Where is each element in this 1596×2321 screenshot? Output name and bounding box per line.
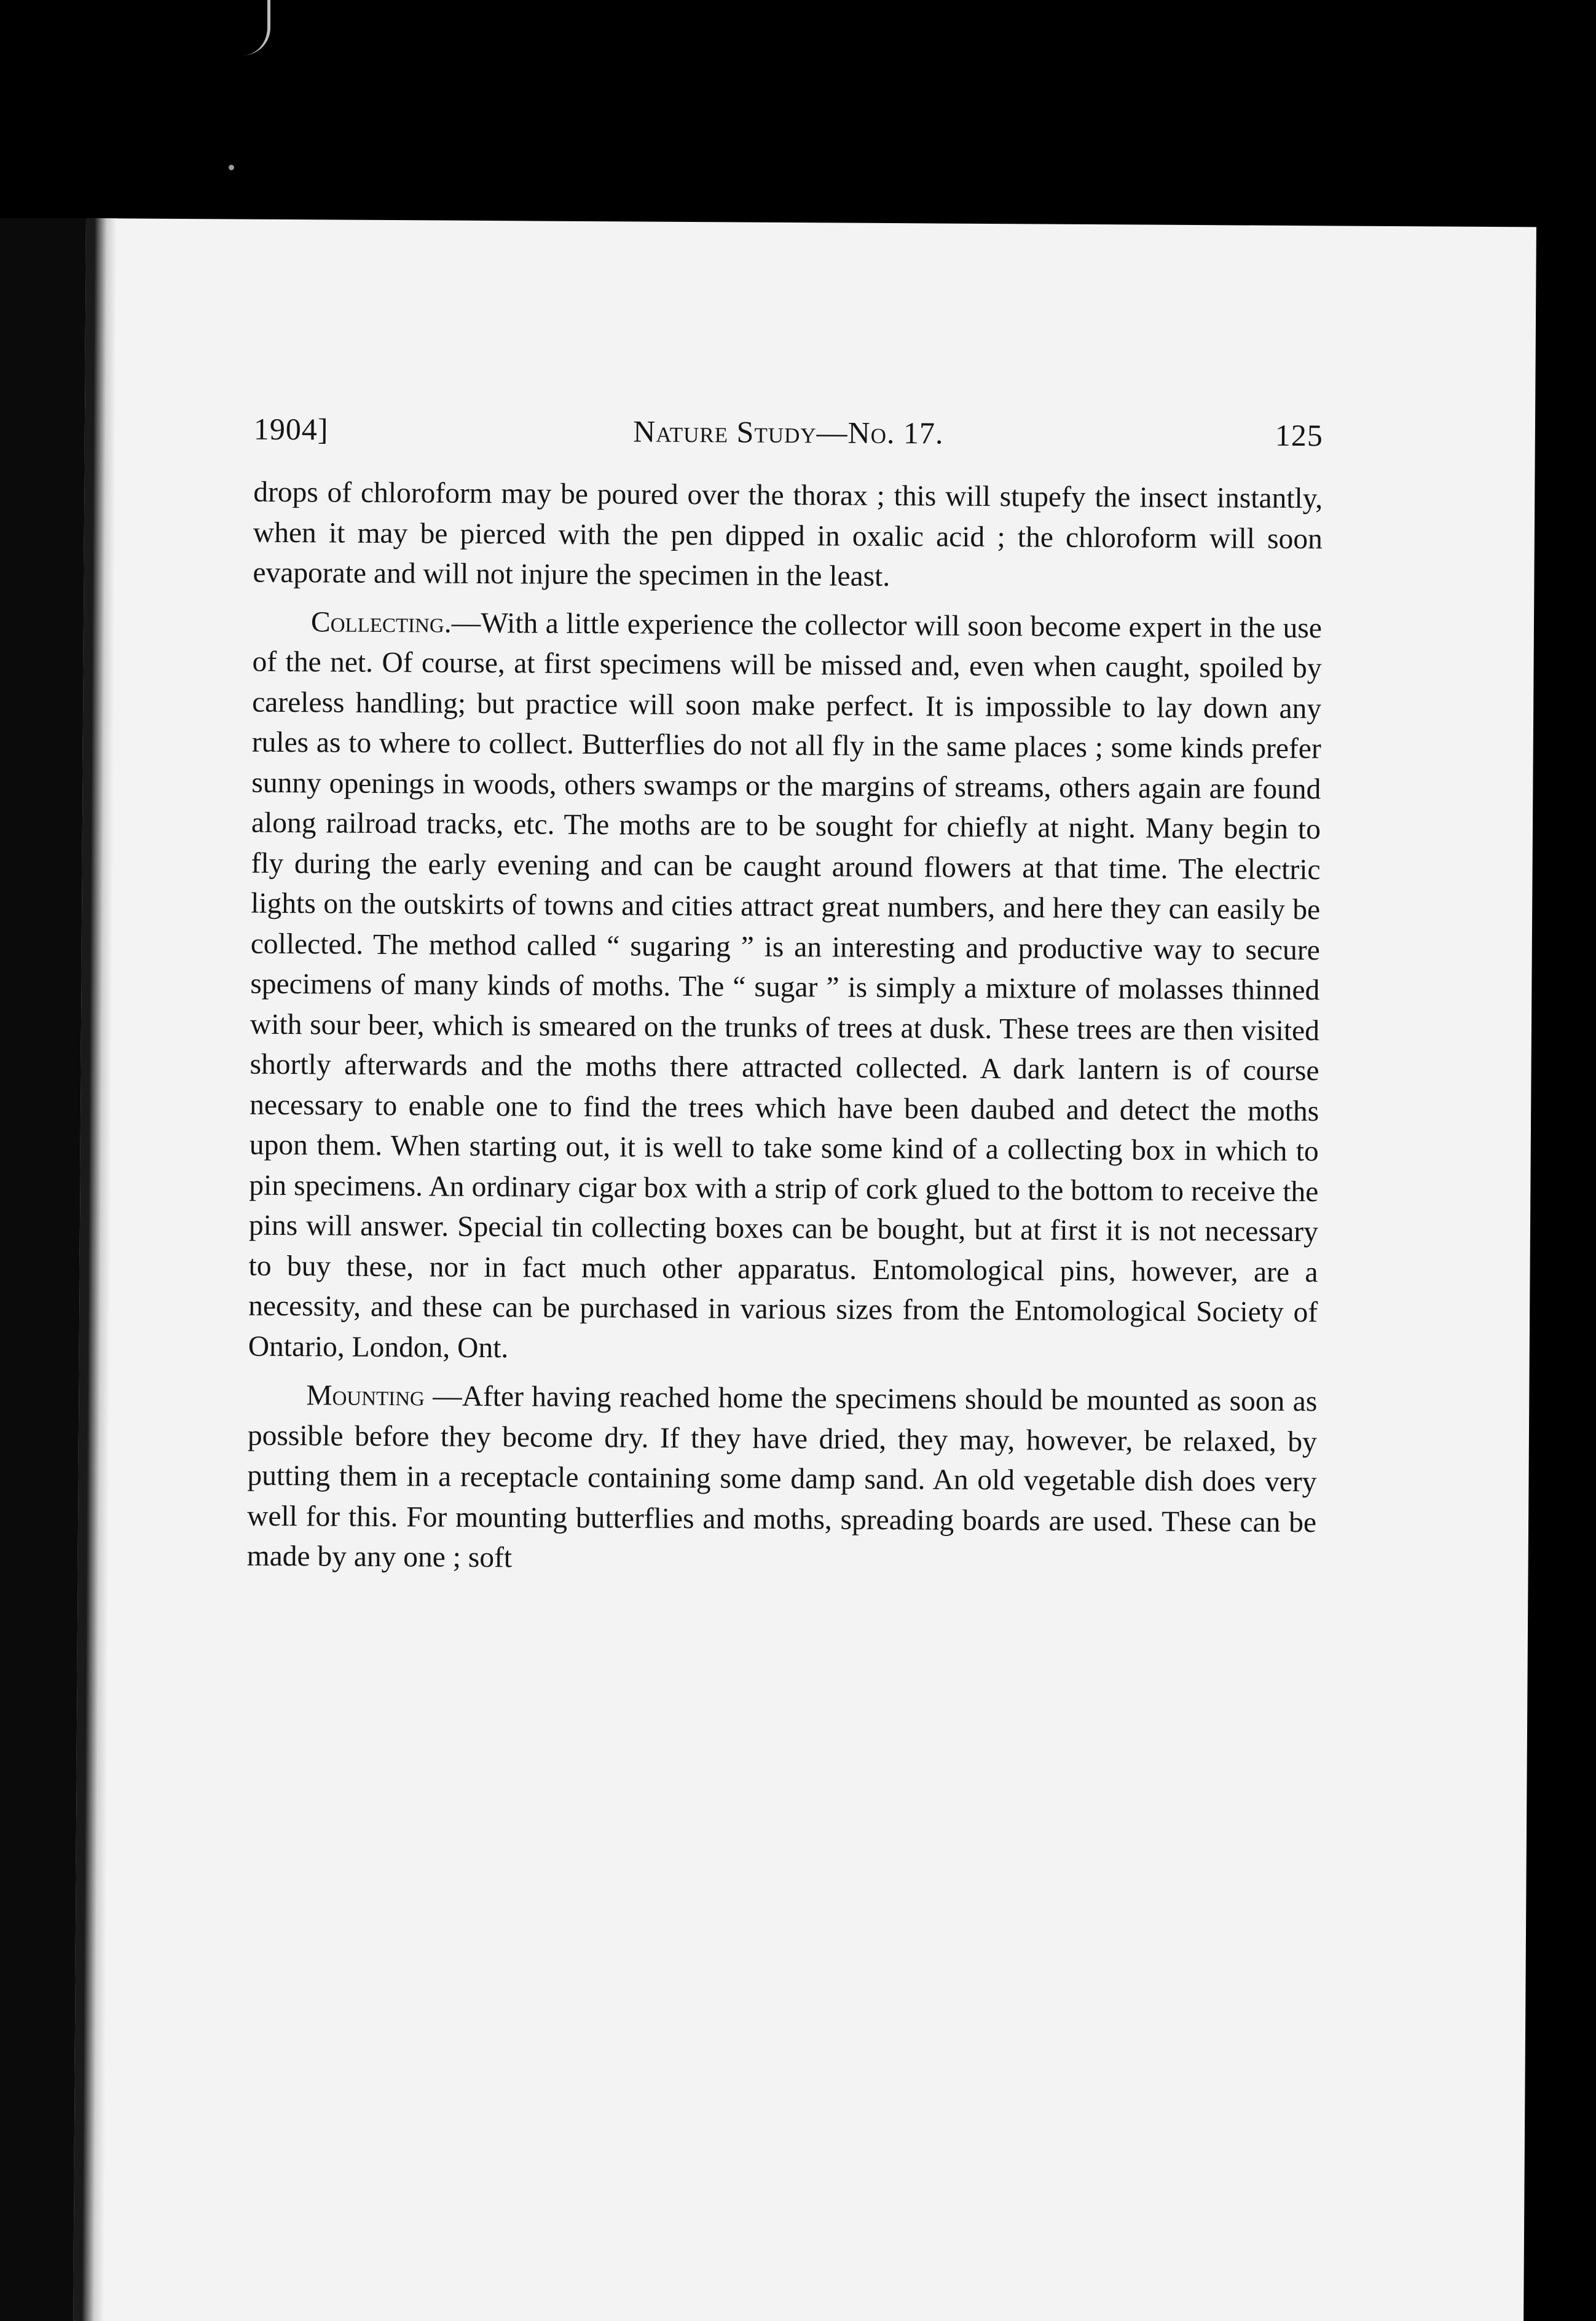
scan-artifact-mark bbox=[243, 0, 270, 55]
page-content bbox=[247, 411, 1324, 1583]
paragraph-collecting bbox=[248, 602, 1323, 1373]
running-head bbox=[253, 411, 1323, 479]
scan-dust-speck bbox=[229, 165, 234, 170]
paragraph-text: —With a little experience the collector will soon become expert in the use of the net. Of course, at first specimens will be missed and, even when caught, spoiled by careless handling; but practice will soon make perfect. It is impossible to lay down any rules as to where to collect. Butterflies do not all fly in the same places ; some kinds prefer sunny openings in woods, others swamps or the margins of streams, others again are found along railroad tracks, etc. The moths are to be sought for chiefly at night. Many begin to fly during the early evening and can be caught around flowers at that time. The electric lights on the outskirts of towns and cities attract great numbers, and here they can easily be collected. The method called “ sugaring ” is an interesting and productive way to secure specimens of many kinds of moths. The “ sugar ” is simply a mixture of molasses thinned with sour beer, which is smeared on the trunks of trees at dusk. These trees are then visited shortly afterwards and the moths there attracted collected. A dark lantern is of course necessary to enable one to find the trees which have been daubed and detect the moths upon them. When starting out, it is well to take some kind of a collecting box in which to pin specimens. An ordinary cigar box with a strip of cork glued to the bottom to receive the pins will answer. Special tin collecting boxes can be bought, but at first it is not necessary to buy these, nor in fact much other apparatus. Entomological pins, however, are a necessity, and these can be purchased in various sizes from the Entomological Society of Ontario, London, Ont. bbox=[248, 607, 1323, 1364]
book-page bbox=[73, 218, 1536, 2321]
paragraph-continuation bbox=[253, 473, 1323, 600]
paragraph-text: —After having reached home the specimens should be mounted as soon as possible before they become dry. If they have dried, they may, however, be relaxed, by putting them in a receptacle containing some damp sand. An old vegetable dish does very well for this. For mounting butterflies and moths, spreading boards are used. These can be made by any one ; soft bbox=[246, 1380, 1318, 1574]
page-number: 125 bbox=[1275, 417, 1324, 453]
running-head-year: 1904] bbox=[253, 411, 329, 447]
paragraph-text: drops of chloroform may be poured over the thorax ; this will stupefy the insect instantly, when it may be pierced with the pen dipped in oxalic acid ; the chloroform will soon evaporate and will not injure the specimen in the least. bbox=[253, 476, 1323, 593]
section-heading-collecting: Collecting. bbox=[310, 605, 452, 639]
running-head-title: Nature Study—No. 17. bbox=[633, 414, 944, 451]
paragraph-mounting bbox=[247, 1376, 1318, 1583]
section-heading-mounting: Mounting bbox=[306, 1379, 425, 1413]
